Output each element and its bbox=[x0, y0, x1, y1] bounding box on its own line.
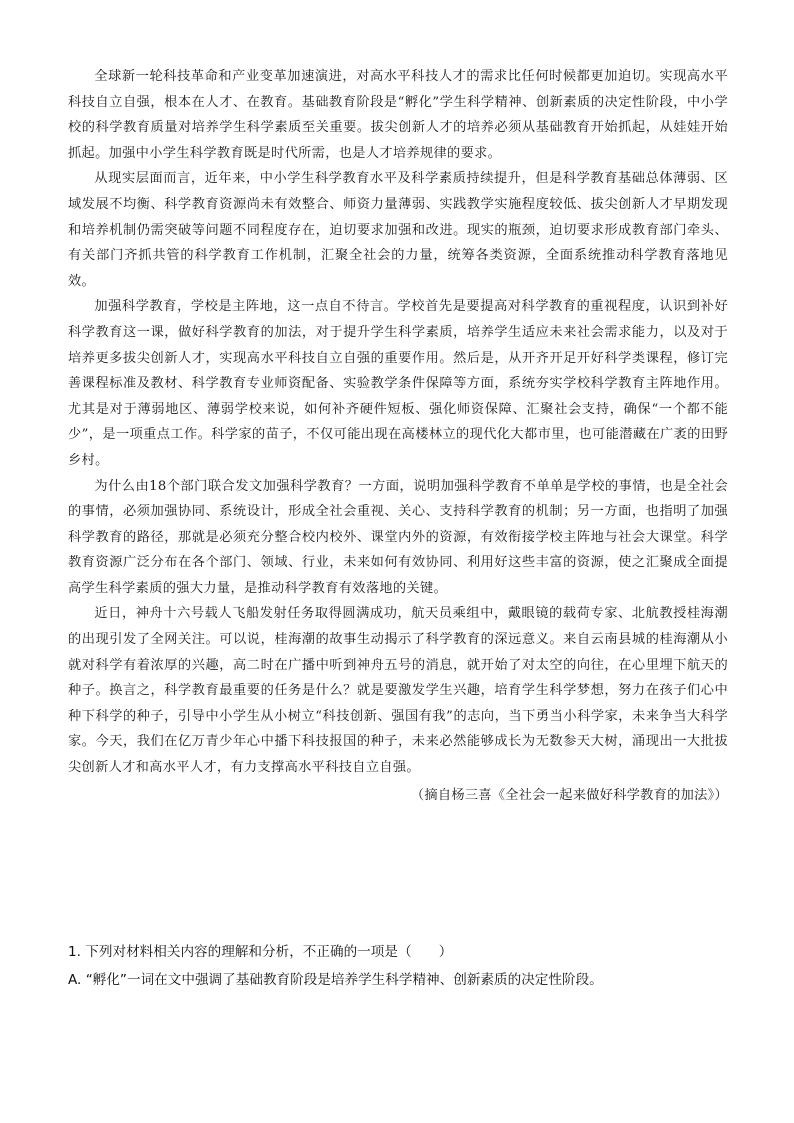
question-stem: 1. 下列对材料相关内容的理解和分析，不正确的一项是（ ） bbox=[68, 944, 453, 960]
question-1 bbox=[68, 940, 728, 992]
article-paragraph-2: 从现实层面而言，近年来，中小学生科学教育水平及科学素质持续提升，但是科学教育基础总体薄弱、区域发展不均衡、科学教育资源尚未有效整合、师资力量薄弱、实践教学实施程度较低、拔尖创新人才早期发现和培养机制仍需突破等问题不同程度存在，迫切要求加强和改进。现实的瓶颈，迫切要求形成教育部门牵头、有关部门齐抓共管的科学教育工作机制，汇聚全社会的力量，统筹各类资源，全面系统推动科学教育落地见效。 bbox=[68, 171, 728, 289]
question-option-a: A. “孵化”一词在文中强调了基础教育阶段是培养学生科学精神、创新素质的决定性阶段。 bbox=[68, 972, 603, 988]
article-paragraph-3: 加强科学教育，学校是主阵地，这一点自不待言。学校首先是要提高对科学教育的重视程度，认识到补好科学教育这一课，做好科学教育的加法，对于提升学生科学素质，培养学生适应未来社会需求能力，以及对于培养更多拔尖创新人才，实现高水平科技自立自强的重要作用。然后是，从开齐开足开好科学类课程，修订完善课程标准及教材、科学教育专业师资配备、实验教学条件保障等方面，系统夯实学校科学教育主阵地作用。尤其是对于薄弱地区、薄弱学校来说，如何补齐硬件短板、强化师资保障、汇聚社会支持，确保“一个都不能少”，是一项重点工作。科学家的苗子，不仅可能出现在高楼林立的现代化大都市里，也可能潜藏在广袤的田野乡村。 bbox=[68, 299, 728, 468]
article-body bbox=[68, 64, 728, 808]
article-source-citation: （摘自杨三喜《全社会一起来做好科学教育的加法》） bbox=[410, 787, 728, 803]
article-paragraph-1: 全球新一轮科技革命和产业变革加速演进，对高水平科技人才的需求比任何时候都更加迫切。实现高水平科技自立自强，根本在人才、在教育。基础教育阶段是“孵化”学生科学精神、创新素质的决定性阶段，中小学校的科学教育质量对培养学生科学素质至关重要。拔尖创新人才的培养必须从基础教育开始抓起，从娃娃开始抓起。加强中小学生科学教育既是时代所需，也是人才培养规律的要求。 bbox=[68, 69, 728, 161]
article-paragraph-5: 近日，神舟十六号载人飞船发射任务取得圆满成功，航天员乘组中，戴眼镜的载荷专家、北航教授桂海潮的出现引发了全网关注。可以说，桂海潮的故事生动揭示了科学教育的深远意义。来自云南县城的桂海潮从小就对科学有着浓厚的兴趣，高二时在广播中听到神舟五号的消息，就开始了对太空的向往，在心里埋下航天的种子。换言之，科学教育最重要的任务是什么？就是要激发学生兴趣，培育学生科学梦想，努力在孩子们心中种下科学的种子，引导中小学生从小树立“科技创新、强国有我”的志向，当下勇当小科学家，未来争当大科学家。今天，我们在亿万青少年心中播下科技报国的种子，未来必然能够成长为无数参天大树，涌现出一大批拔尖创新人才和高水平人才，有力支撑高水平科技自立自强。 bbox=[68, 606, 728, 776]
article-paragraph-4: 为什么由18个部门联合发文加强科学教育？一方面，说明加强科学教育不单单是学校的事情，也是全社会的事情，必须加强协同、系统设计，形成全社会重视、关心、支持科学教育的机制；另一方面，也指明了加强科学教育的路径，那就是必须充分整合校内校外、课堂内外的资源，有效衔接学校主阵地与社会大课堂。科学教育资源广泛分布在各个部门、领域、行业，未来如何有效协同、利用好这些丰富的资源，使之汇聚成全面提高学生科学素质的强大力量，是推动科学教育有效落地的关键。 bbox=[68, 478, 728, 596]
